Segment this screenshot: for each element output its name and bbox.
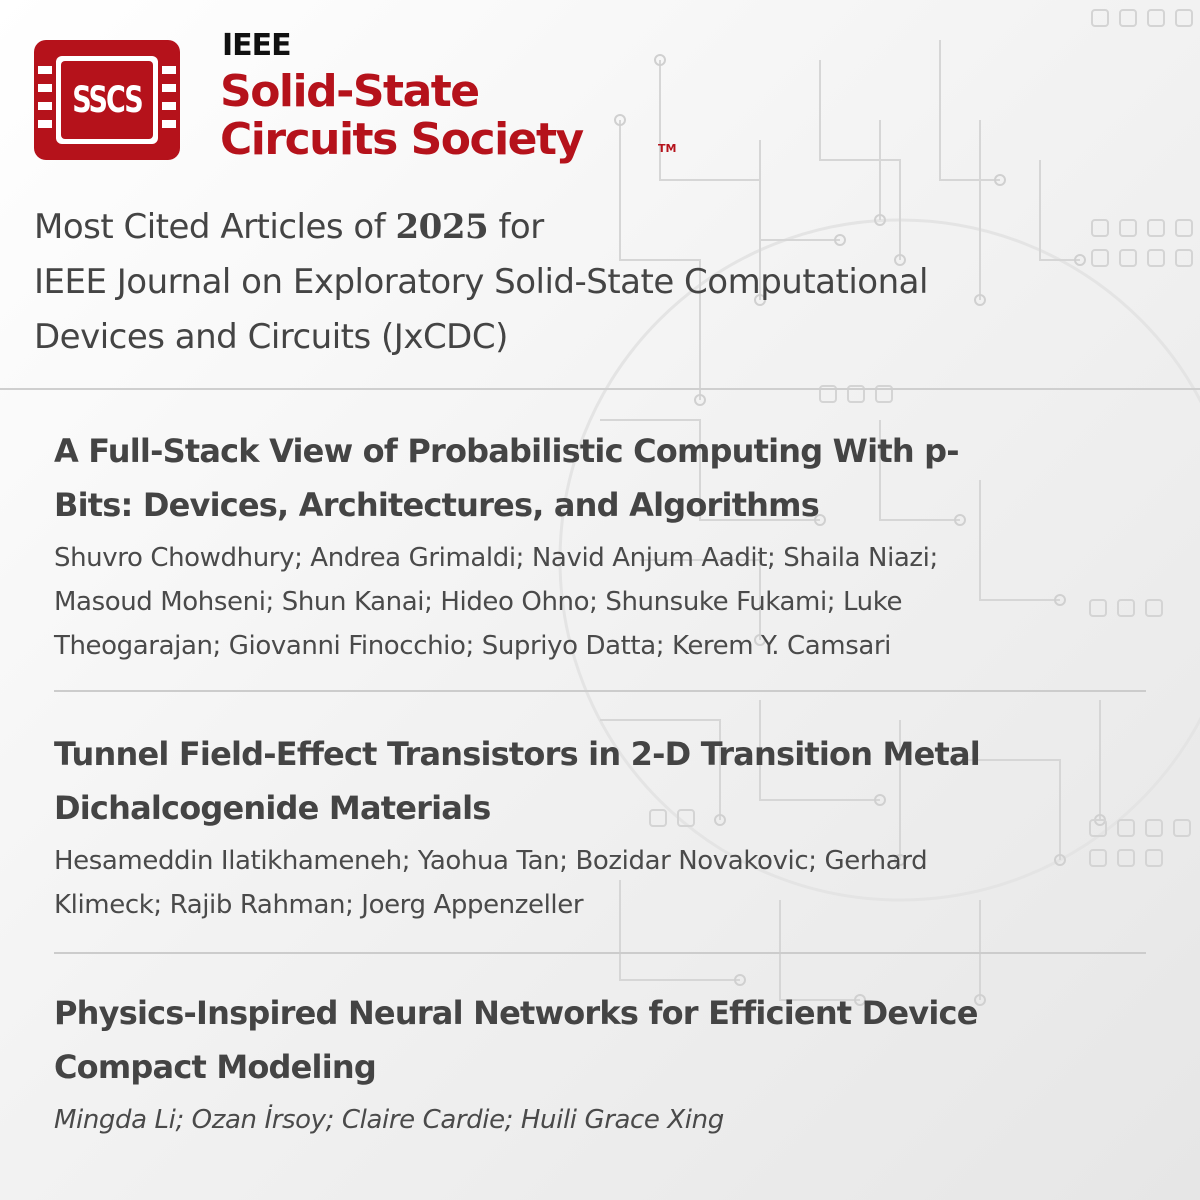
trademark-mark: TM: [658, 142, 677, 155]
article-authors: Hesameddin Ilatikhameneh; Yaohua Tan; Bozidar Novakovic; Gerhard Klimeck; Rajib Rahman; Joerg Appenzeller: [54, 846, 928, 920]
org-name: [220, 68, 690, 164]
page-headline: [34, 200, 1114, 365]
logo-text: SSCS: [72, 79, 142, 121]
org-name-line1: Solid-State: [220, 66, 479, 117]
headline-line3: Devices and Circuits (JxCDC): [34, 317, 508, 357]
article-item: [54, 727, 1144, 927]
article-item: [54, 424, 1144, 668]
article-divider: [54, 690, 1146, 692]
headline-year: 2025: [395, 207, 489, 247]
logo-chip-frame: [34, 40, 180, 160]
headline-line1: Most Cited Articles of 2025 for: [34, 207, 544, 247]
org-name-line2: Circuits Society: [220, 114, 583, 165]
sscs-logo: [24, 30, 190, 170]
article-item: [54, 986, 1144, 1142]
header-divider: [0, 388, 1200, 390]
article-divider: [54, 952, 1146, 954]
article-title[interactable]: Physics-Inspired Neural Networks for Efficient Device Compact Modeling: [54, 994, 978, 1086]
headline-line2: IEEE Journal on Exploratory Solid-State Computational: [34, 262, 928, 302]
article-authors: Mingda Li; Ozan İrsoy; Claire Cardie; Huili Grace Xing: [54, 1105, 724, 1135]
article-title[interactable]: A Full-Stack View of Probabilistic Computing With p- Bits: Devices, Architectures, and Algorithms: [54, 432, 959, 524]
article-authors: Shuvro Chowdhury; Andrea Grimaldi; Navid Anjum Aadit; Shaila Niazi; Masoud Mohseni; Shun Kanai; Hideo Ohno; Shunsuke Fukami; Luke Theogarajan; Giovanni Finocchio; Supriyo Datta; Kerem Y. Camsari: [54, 543, 938, 661]
logo-chip-body: [56, 56, 158, 144]
org-prefix: IEEE: [222, 28, 291, 63]
article-title[interactable]: Tunnel Field-Effect Transistors in 2-D Transition Metal Dichalcogenide Materials: [54, 735, 980, 827]
